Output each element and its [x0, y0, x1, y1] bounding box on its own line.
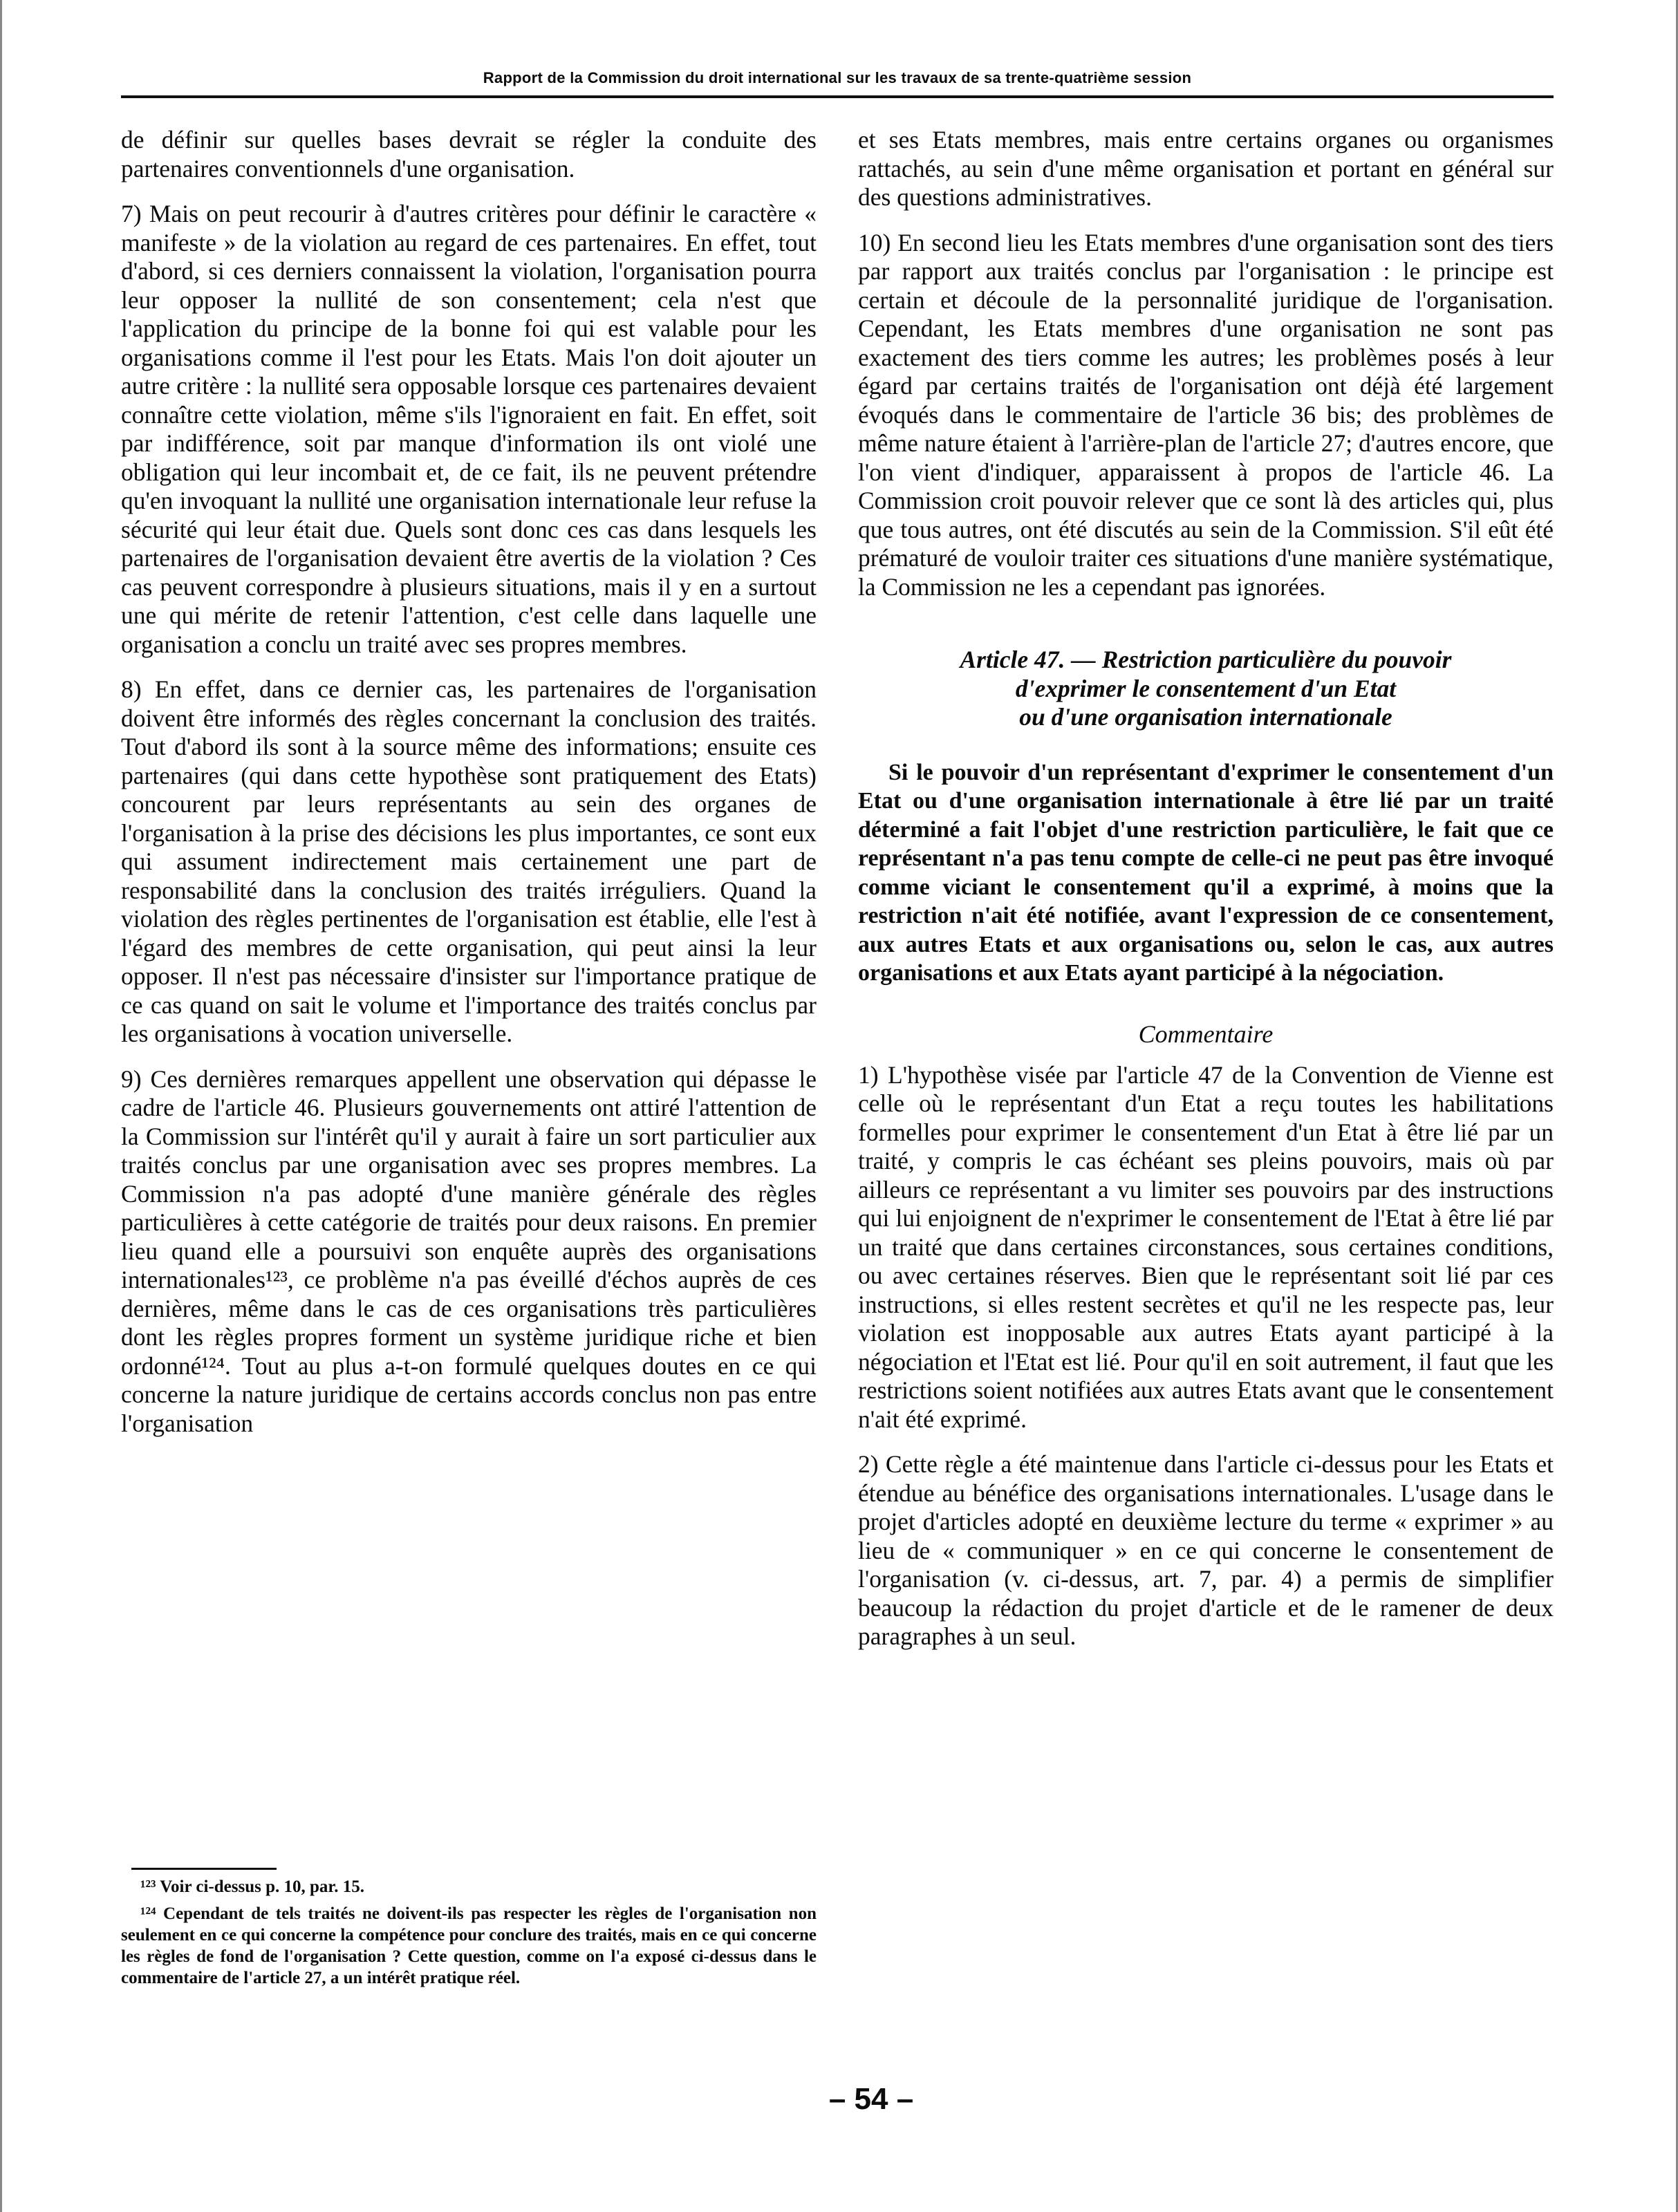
commentary-paragraph-1: 1) L'hypothèse visée par l'article 47 de la Convention de Vienne est celle où le représentant d'un Etat a reçu toutes les habilitations formelles pour exprimer le consentement d'un Etat à être lié par un traité, y compris le cas échéant ses pleins pouvoirs, mais où par ailleurs ce représentant a vu limiter ses pouvoirs par des instructions qui lui enjoignent de n'exprimer le consentement de l'Etat à être lié par un traité que dans certaines circonstances, sous certaines conditions, ou avec certaines réserves. Bien que le représentant soit lié par ces instructions, si elles restent secrètes et qu'il ne les respecte pas, leur violation est inopposable aux autres Etats ayant participé à la négociation et l'Etat est lié. Pour qu'il en soit autrement, il faut que les restrictions soient notifiées aux autres Etats avant que le consentement n'ait été exprimé.	[858, 1060, 1554, 1433]
paragraph-continuation: de définir sur quelles bases devrait se régler la conduite des partenaires conventionnels d'une organisation.	[121, 126, 817, 182]
paragraph-8: 8) En effet, dans ce dernier cas, les partenaires de l'organisation doivent être informés des règles concernant la conclusion des traités. Tout d'abord ils sont à la source même des informations; ensuite ces partenaires (qui dans cette hypothèse sont pratiquement des Etats) concourent par leurs représentants au sein des organes de l'organisation à la prise des décisions les plus importantes, ce sont eux qui assument indirectement mais certainement une part de responsabilité dans la conclusion des traités irréguliers. Quand la violation des règles pertinentes de l'organisation est établie, elle l'est à l'égard des membres de cette organisation, qui peut ainsi la leur opposer. Il n'est pas nécessaire d'insister sur l'importance pratique de ce cas quand on sait le volume et l'importance des traités conclus par les organisations à vocation universelle.	[121, 675, 817, 1047]
article-title-line-1: Article 47. — Restriction particulière du pouvoir	[960, 646, 1452, 673]
paragraph-9: 9) Ces dernières remarques appellent une observation qui dépasse le cadre de l'article 46. Plusieurs gouvernements ont attiré l'attention de la Commission sur l'intérêt qu'il y aurait à faire un sort particulier aux traités conclus par une organisation avec ses propres membres. La Commission n'a pas adopté d'une manière générale des règles particulières à cette catégorie de traités pour deux raisons. En premier lieu quand elle a poursuivi son enquête auprès des organisations internationales¹²³, ce problème n'a pas éveillé d'échos auprès de ces dernières, même dans le cas de ces organisations très particulières dont les règles propres forment un système juridique riche et bien ordonné¹²⁴. Tout au plus a-t-on formulé quelques doutes en ce qui concerne la nature juridique de certains accords conclus non pas entre l'organisation	[121, 1065, 817, 1437]
article-47-text: Si le pouvoir d'un représentant d'exprimer le consentement d'un Etat ou d'une organisation internationale à être lié par un traité déterminé a fait l'objet d'une restriction particulière, le fait que ce représentant n'a pas tenu compte de celle-ci ne peut pas être invoqué comme viciant le consentement qu'il a exprimé, à moins que la restriction n'ait été notifiée, avant l'expression de ce consentement, aux autres Etats et aux organisations ou, selon le cas, aux autres organisations et aux Etats ayant participé à la négociation.	[858, 759, 1554, 986]
commentary-paragraph-2: 2) Cette règle a été maintenue dans l'article ci-dessus pour les Etats et étendue au bénéfice des organisations internationales. L'usage dans le projet d'articles adopté en deuxième lecture du terme « exprimer » au lieu de « communiquer » en ce qui concerne le consentement de l'organisation (v. ci-dessus, art. 7, par. 4) a permis de simplifier beaucoup la rédaction du projet d'article et de le ramener de deux paragraphes à un seul.	[858, 1450, 1554, 1650]
header-rule	[121, 95, 1554, 98]
footnote-124: ¹²⁴ Cependant de tels traités ne doivent-ils pas respecter les règles de l'organisation non seulement en ce qui concerne la compétence pour conclure des traités, mais en ce qui concerne les règles de fond de l'organisation ? Cette question, comme on l'a exposé ci-dessus dans le commentaire de l'article 27, a un intérêt pratique réel.	[121, 1904, 817, 1987]
commentary-heading: Commentaire	[1138, 1020, 1274, 1048]
footnote-rule	[131, 1868, 277, 1870]
left-column	[121, 126, 817, 1438]
paragraph-9-continuation: et ses Etats membres, mais entre certains organes ou organismes rattachés, au sein d'une même organisation et portant en général sur des questions administratives.	[858, 126, 1554, 211]
scan-edge-left	[0, 0, 2, 2212]
paragraph-7: 7) Mais on peut recourir à d'autres critères pour définir le caractère « manifeste » de la violation au regard de ces partenaires. En effet, tout d'abord, si ces derniers connaissent la violation, l'organisation pourra leur opposer la nullité de son consentement; cela n'est que l'application du principe de la bonne foi qui est valable pour les organisations comme il l'est pour les Etats. Mais l'on doit ajouter un autre critère : la nullité sera opposable lorsque ces partenaires devaient connaître cette violation, même s'ils l'ignoraient en fait. En effet, soit par indifférence, soit par manque d'information ils ont violé une obligation qui leur incombait et, de ce fait, ils ne peuvent prétendre qu'en invoquant la nullité une organisation internationale leur refuse la sécurité qui leur était due. Quels sont donc ces cas dans lesquels les partenaires de l'organisation devaient être avertis de la violation ? Ces cas peuvent correspondre à plusieurs situations, mais il y en a surtout une qui mérite de retenir l'attention, c'est celle dans laquelle une organisation a conclu un traité avec ses propres membres.	[121, 200, 817, 658]
footnotes	[121, 1876, 817, 1994]
article-title-line-3: ou d'une organisation internationale	[1019, 703, 1392, 731]
article-title-line-2: d'exprimer le consentement d'un Etat	[1015, 674, 1397, 702]
right-column	[858, 126, 1554, 1651]
article-47-title	[858, 646, 1554, 732]
footnote-123: ¹²³ Voir ci-dessus p. 10, par. 15.	[140, 1877, 364, 1896]
running-header: Rapport de la Commission du droit international sur les travaux de sa trente-quatrième session	[483, 69, 1192, 86]
page-number: – 54 –	[828, 2082, 914, 2116]
paragraph-10: 10) En second lieu les Etats membres d'une organisation sont des tiers par rapport aux traités conclus par l'organisation : le principe est certain et découle de la personnalité juridique de l'organisation. Cependant, les Etats membres d'une organisation ne sont pas exactement des tiers comme les autres; les problèmes posés à leur égard par certains traités de l'organisation ont déjà été largement évoqués dans le commentaire de l'article 36 bis; des problèmes de même nature étaient à l'arrière-plan de l'article 27; d'autres encore, que l'on vient d'indiquer, apparaissent à propos de l'article 46. La Commission croit pouvoir relever que ce sont là des articles qui, plus que tous autres, ont été discutés au sein de la Commission. S'il eût été prématuré de vouloir traiter ces situations d'une manière systématique, la Commission ne les a cependant pas ignorées.	[858, 228, 1554, 601]
